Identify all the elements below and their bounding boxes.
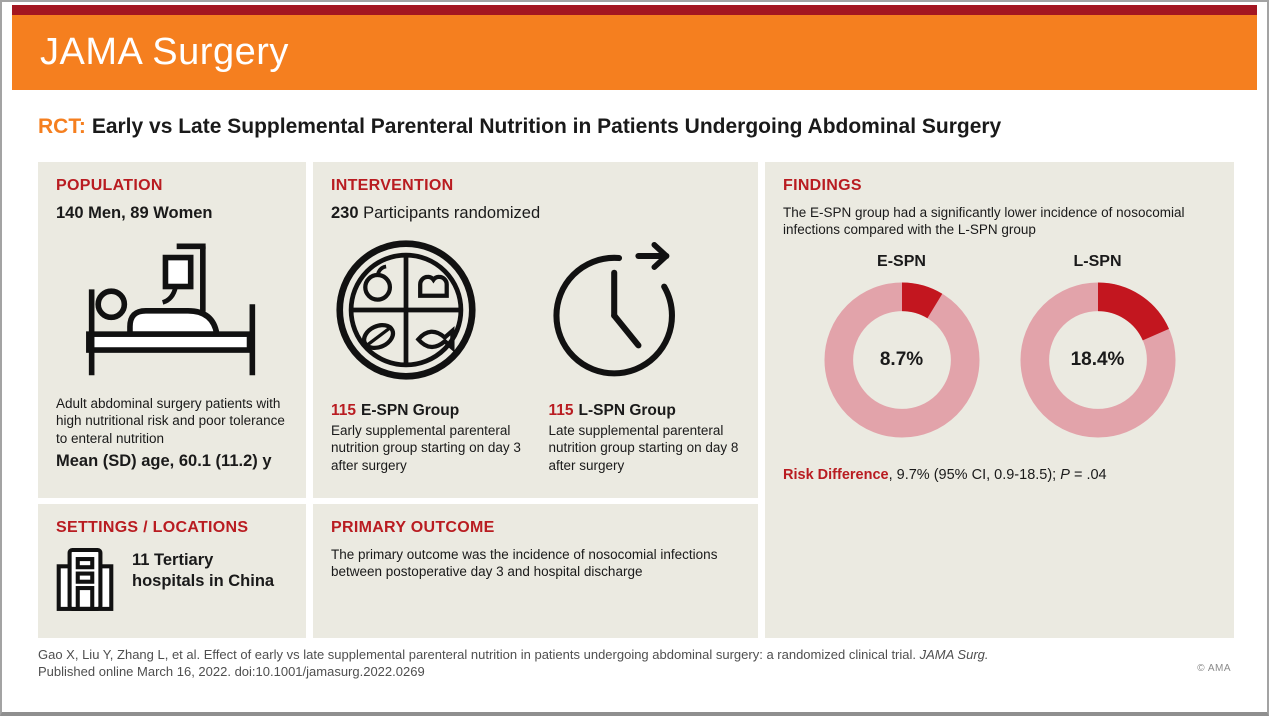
population-panel bbox=[38, 162, 306, 498]
citation-line-2: Published online March 16, 2022. doi:10.1001/jamasurg.2022.0269 bbox=[38, 663, 425, 679]
intervention-stat-number: 230 bbox=[331, 204, 359, 222]
clock-icon bbox=[549, 239, 685, 386]
citation-journal: JAMA Surg. bbox=[919, 647, 989, 662]
lspn-group bbox=[549, 402, 741, 474]
primary-outcome-heading: PRIMARY OUTCOME bbox=[331, 519, 495, 536]
intervention-panel bbox=[313, 162, 758, 498]
panels-grid bbox=[38, 162, 1230, 638]
risk-difference-line bbox=[783, 467, 1216, 483]
study-type-tag: RCT: bbox=[38, 115, 86, 138]
masthead bbox=[12, 15, 1257, 90]
risk-difference-values: , 9.7% (95% CI, 0.9-18.5); bbox=[888, 466, 1061, 483]
column-findings bbox=[765, 162, 1234, 638]
findings-panel bbox=[765, 162, 1234, 638]
lspn-group-name: L-SPN Group bbox=[578, 402, 676, 419]
study-title-text: Early vs Late Supplemental Parenteral Nutrition in Patients Undergoing Abdominal Surgery bbox=[91, 115, 1002, 138]
citation-line-1 bbox=[38, 647, 1231, 664]
lspn-donut-block bbox=[1018, 253, 1178, 439]
p-value: = .04 bbox=[1069, 466, 1107, 483]
risk-difference-label: Risk Difference bbox=[783, 466, 889, 483]
column-population bbox=[38, 162, 306, 638]
espn-donut-chart bbox=[823, 281, 981, 439]
journal-brand: JAMA Surgery bbox=[40, 31, 289, 73]
lspn-group-count: 115 bbox=[548, 402, 574, 419]
primary-outcome-panel bbox=[313, 504, 758, 638]
settings-heading: SETTINGS / LOCATIONS bbox=[56, 519, 249, 536]
espn-donut-label: E-SPN bbox=[877, 252, 926, 270]
citation-text: Gao X, Liu Y, Zhang L, et al. Effect of early vs late supplemental parenteral nutrition in patients undergoing abdominal surgery: a randomized clinical trial. bbox=[38, 647, 920, 662]
espn-group-head bbox=[331, 402, 523, 420]
population-age: Mean (SD) age, 60.1 (11.2) y bbox=[56, 451, 272, 470]
lspn-donut-chart bbox=[1019, 281, 1177, 439]
espn-group-description: Early supplemental parenteral nutrition group starting on day 3 after surgery bbox=[331, 423, 521, 473]
espn-group-name: E-SPN Group bbox=[361, 402, 460, 419]
study-title bbox=[38, 115, 1231, 139]
findings-heading: FINDINGS bbox=[783, 177, 862, 194]
intervention-icons bbox=[335, 239, 740, 386]
food-plate-icon bbox=[335, 239, 477, 386]
population-description: Adult abdominal surgery patients with high nutritional risk and poor tolerance to enteral nutrition bbox=[56, 396, 285, 446]
settings-row bbox=[56, 546, 288, 617]
lspn-donut-label: L-SPN bbox=[1073, 252, 1122, 270]
p-symbol: P bbox=[1060, 466, 1070, 483]
settings-panel bbox=[38, 504, 306, 638]
citation-footer bbox=[38, 647, 1231, 681]
lspn-group-head bbox=[549, 402, 741, 420]
intervention-stat-text: Participants randomized bbox=[358, 204, 541, 222]
intervention-stat bbox=[331, 204, 740, 223]
espn-donut-value: 8.7% bbox=[879, 348, 924, 370]
espn-donut-block bbox=[822, 253, 982, 439]
findings-summary: The E-SPN group had a significantly lower incidence of nosocomial infections compared with the L-SPN group bbox=[783, 205, 1185, 238]
hospital-building-icon bbox=[56, 546, 114, 617]
population-stat: 140 Men, 89 Women bbox=[56, 204, 213, 222]
population-heading: POPULATION bbox=[56, 177, 163, 194]
intervention-heading: INTERVENTION bbox=[331, 177, 454, 194]
espn-group-count: 115 bbox=[331, 402, 357, 419]
patient-in-hospital-bed-icon bbox=[56, 237, 288, 379]
primary-outcome-text: The primary outcome was the incidence of nosocomial infections between postoperative day 3 and hospital discharge bbox=[331, 547, 718, 580]
donut-charts-row bbox=[783, 253, 1216, 439]
ama-copyright: © AMA bbox=[1197, 663, 1231, 674]
lspn-group-description: Late supplemental parenteral nutrition group starting on day 8 after surgery bbox=[548, 423, 739, 473]
espn-group bbox=[331, 402, 523, 474]
lspn-donut-value: 18.4% bbox=[1070, 348, 1125, 370]
column-intervention bbox=[313, 162, 758, 638]
settings-text: 11 Tertiary hospitals in China bbox=[132, 551, 275, 590]
top-accent-bar bbox=[12, 5, 1257, 15]
intervention-groups bbox=[331, 402, 740, 474]
